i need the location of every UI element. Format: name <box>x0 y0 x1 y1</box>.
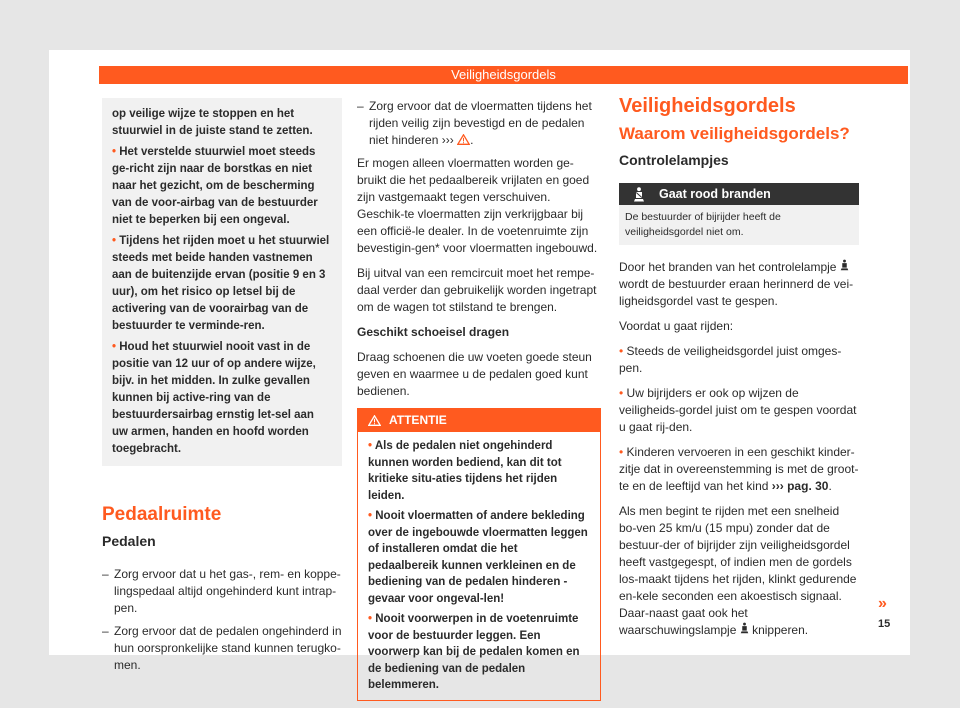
attention-bullet: • Nooit voorwerpen in de voetenruimte voor de bestuurder leggen. Een voorwerp kan bij de pedalen komen en de bediening van de pedalen belemmeren. <box>368 613 580 691</box>
list-item: • Uw bijrijders er ook op wijzen de veiligheids-gordel juist om te gespen voordat u gaat rij-den. <box>619 386 857 434</box>
page <box>49 50 910 691</box>
section-title: Waarom veiligheidsgordels? <box>619 124 850 143</box>
paragraph: Er mogen alleen vloermatten worden ge-bruikt die het pedaalbereik vrijlaten en goed zijn vastgemaakt tegen verschuiven. Geschik-te vloermatten zijn verkrijgbaar bij een officië-le dealer. In de voetenruimte zijn bevestigin-gen* voor vloermatten ingebouwd. <box>357 156 598 255</box>
box-bullet: • Houd het stuurwiel nooit vast in de positie van 12 uur of op andere wijze, bijv. in het midden. In zulke gevallen kunnen bij active-ring van de bestuurdersairbag ernstig let-sel aan uw armen, handen en hoofd worden toegebracht. <box>112 341 316 455</box>
seatbelt-icon <box>633 187 645 202</box>
dash-item: – Zorg ervoor dat u het gas-, rem- en koppe-lingspedaal altijd ongehinderd kunt intrap-pen. <box>102 567 341 615</box>
attention-bullet: • Nooit vloermatten of andere bekleding over de ingebouwde vloermatten leggen of installeren omdat die het pedaalbereik kunnen verkleinen en de bediening van de pedalen hinderen - gevaar voor ongeval-len! <box>368 510 588 605</box>
continue-mark: » <box>878 595 887 612</box>
warning-triangle-icon <box>368 415 381 426</box>
lamp-bar <box>619 183 859 205</box>
attention-header <box>358 409 600 432</box>
attention-bullet: • Als de pedalen niet ongehinderd kunnen worden bediend, kan dit tot kritieke situ-aties tijdens het rijden leiden. <box>368 440 562 502</box>
section-subtitle: Pedalen <box>102 533 156 549</box>
dash-item: – Zorg ervoor dat de vloermatten tijdens het rijden veilig zijn bevestigd en de pedalen niet hinderen ››› . <box>357 99 592 147</box>
paragraph: Bij uitval van een remcircuit moet het rempe-daal verder dan gebruikelijk worden ingetrapt om de wagen tot stilstand te brengen. <box>357 266 597 314</box>
bullet-dot: • <box>112 146 117 158</box>
section-title: Pedaalruimte <box>102 504 222 525</box>
attention-body <box>358 432 600 700</box>
box-bullet: • Tijdens het rijden moet u het stuurwiel steeds met beide handen vastnemen aan de buitenzijde ervan (positie 9 en 3 uur), om het risico op letsel bij de activering van de voorairbag van de bestuurder te verminde-ren. <box>112 235 330 332</box>
box-intro: op veilige wijze te stoppen en het stuurwiel in de juiste stand te zetten. <box>112 108 313 137</box>
column-middle <box>357 98 601 701</box>
list-item: • Steeds de veiligheidsgordel juist omges-pen. <box>619 344 842 375</box>
intro-box <box>102 98 342 466</box>
attention-box <box>357 408 601 701</box>
dash-item: – Zorg ervoor dat de pedalen ongehinderd in hun oorspronkelijke stand kunnen terugko-men. <box>102 624 342 672</box>
attention-label: ATTENTIE <box>389 413 447 427</box>
paragraph: Door het branden van het controlelampje wordt de bestuurder eraan herinnerd de vei-ligheidsgordel vast te gespen. <box>619 260 854 308</box>
column-right <box>619 95 859 647</box>
page-header: Veiligheidsgordels <box>99 66 908 84</box>
list-item: • Kinderen vervoeren in een geschikt kinder-zitje dat in overeenstemming is met de groot-te en de leeftijd van het kind ››› pag. 30. <box>619 445 859 493</box>
lamp-description: De bestuurder of bijrijder heeft de veiligheidsgordel niet om. <box>619 205 859 245</box>
seatbelt-icon <box>740 622 749 634</box>
warning-triangle-icon <box>457 134 470 145</box>
page-title: Veiligheidsgordels <box>619 95 796 117</box>
page-reference-link[interactable]: ››› pag. 30 <box>771 479 829 493</box>
box-bullet: • Het verstelde stuurwiel moet steeds ge-richt zijn naar de borstkas en niet naar het gezicht, om de bescherming van de voor-airbag van de bestuurder niet te beperken bij een ongeval. <box>112 146 318 226</box>
paragraph: Voordat u gaat rijden: <box>619 319 734 333</box>
subheading: Geschikt schoeisel dragen <box>357 325 510 339</box>
bullet-dot: • <box>112 235 117 247</box>
bullet-dot: • <box>112 341 117 353</box>
section-subtitle: Controlelampjes <box>619 152 729 168</box>
seatbelt-icon <box>840 259 849 271</box>
lamp-label: Gaat rood branden <box>659 186 771 201</box>
paragraph: Draag schoenen die uw voeten goede steun geven en waarmee u de pedalen goed kunt bedienen. <box>357 350 592 398</box>
page-number: 15 <box>878 618 891 630</box>
column-left <box>102 98 342 680</box>
paragraph: Als men begint te rijden met een snelheid bo-ven 25 km/u (15 mpu) zonder dat de bestuur-der of bijrijder zijn veiligheidsgordel heeft vastgegespt, of indien men de gordels los-maakt tijdens het rijden, klinkt gedurende en-kele seconden een akoestisch signaal. Daar-naast gaat ook het waarschuwingslampje knipperen. <box>619 504 857 637</box>
